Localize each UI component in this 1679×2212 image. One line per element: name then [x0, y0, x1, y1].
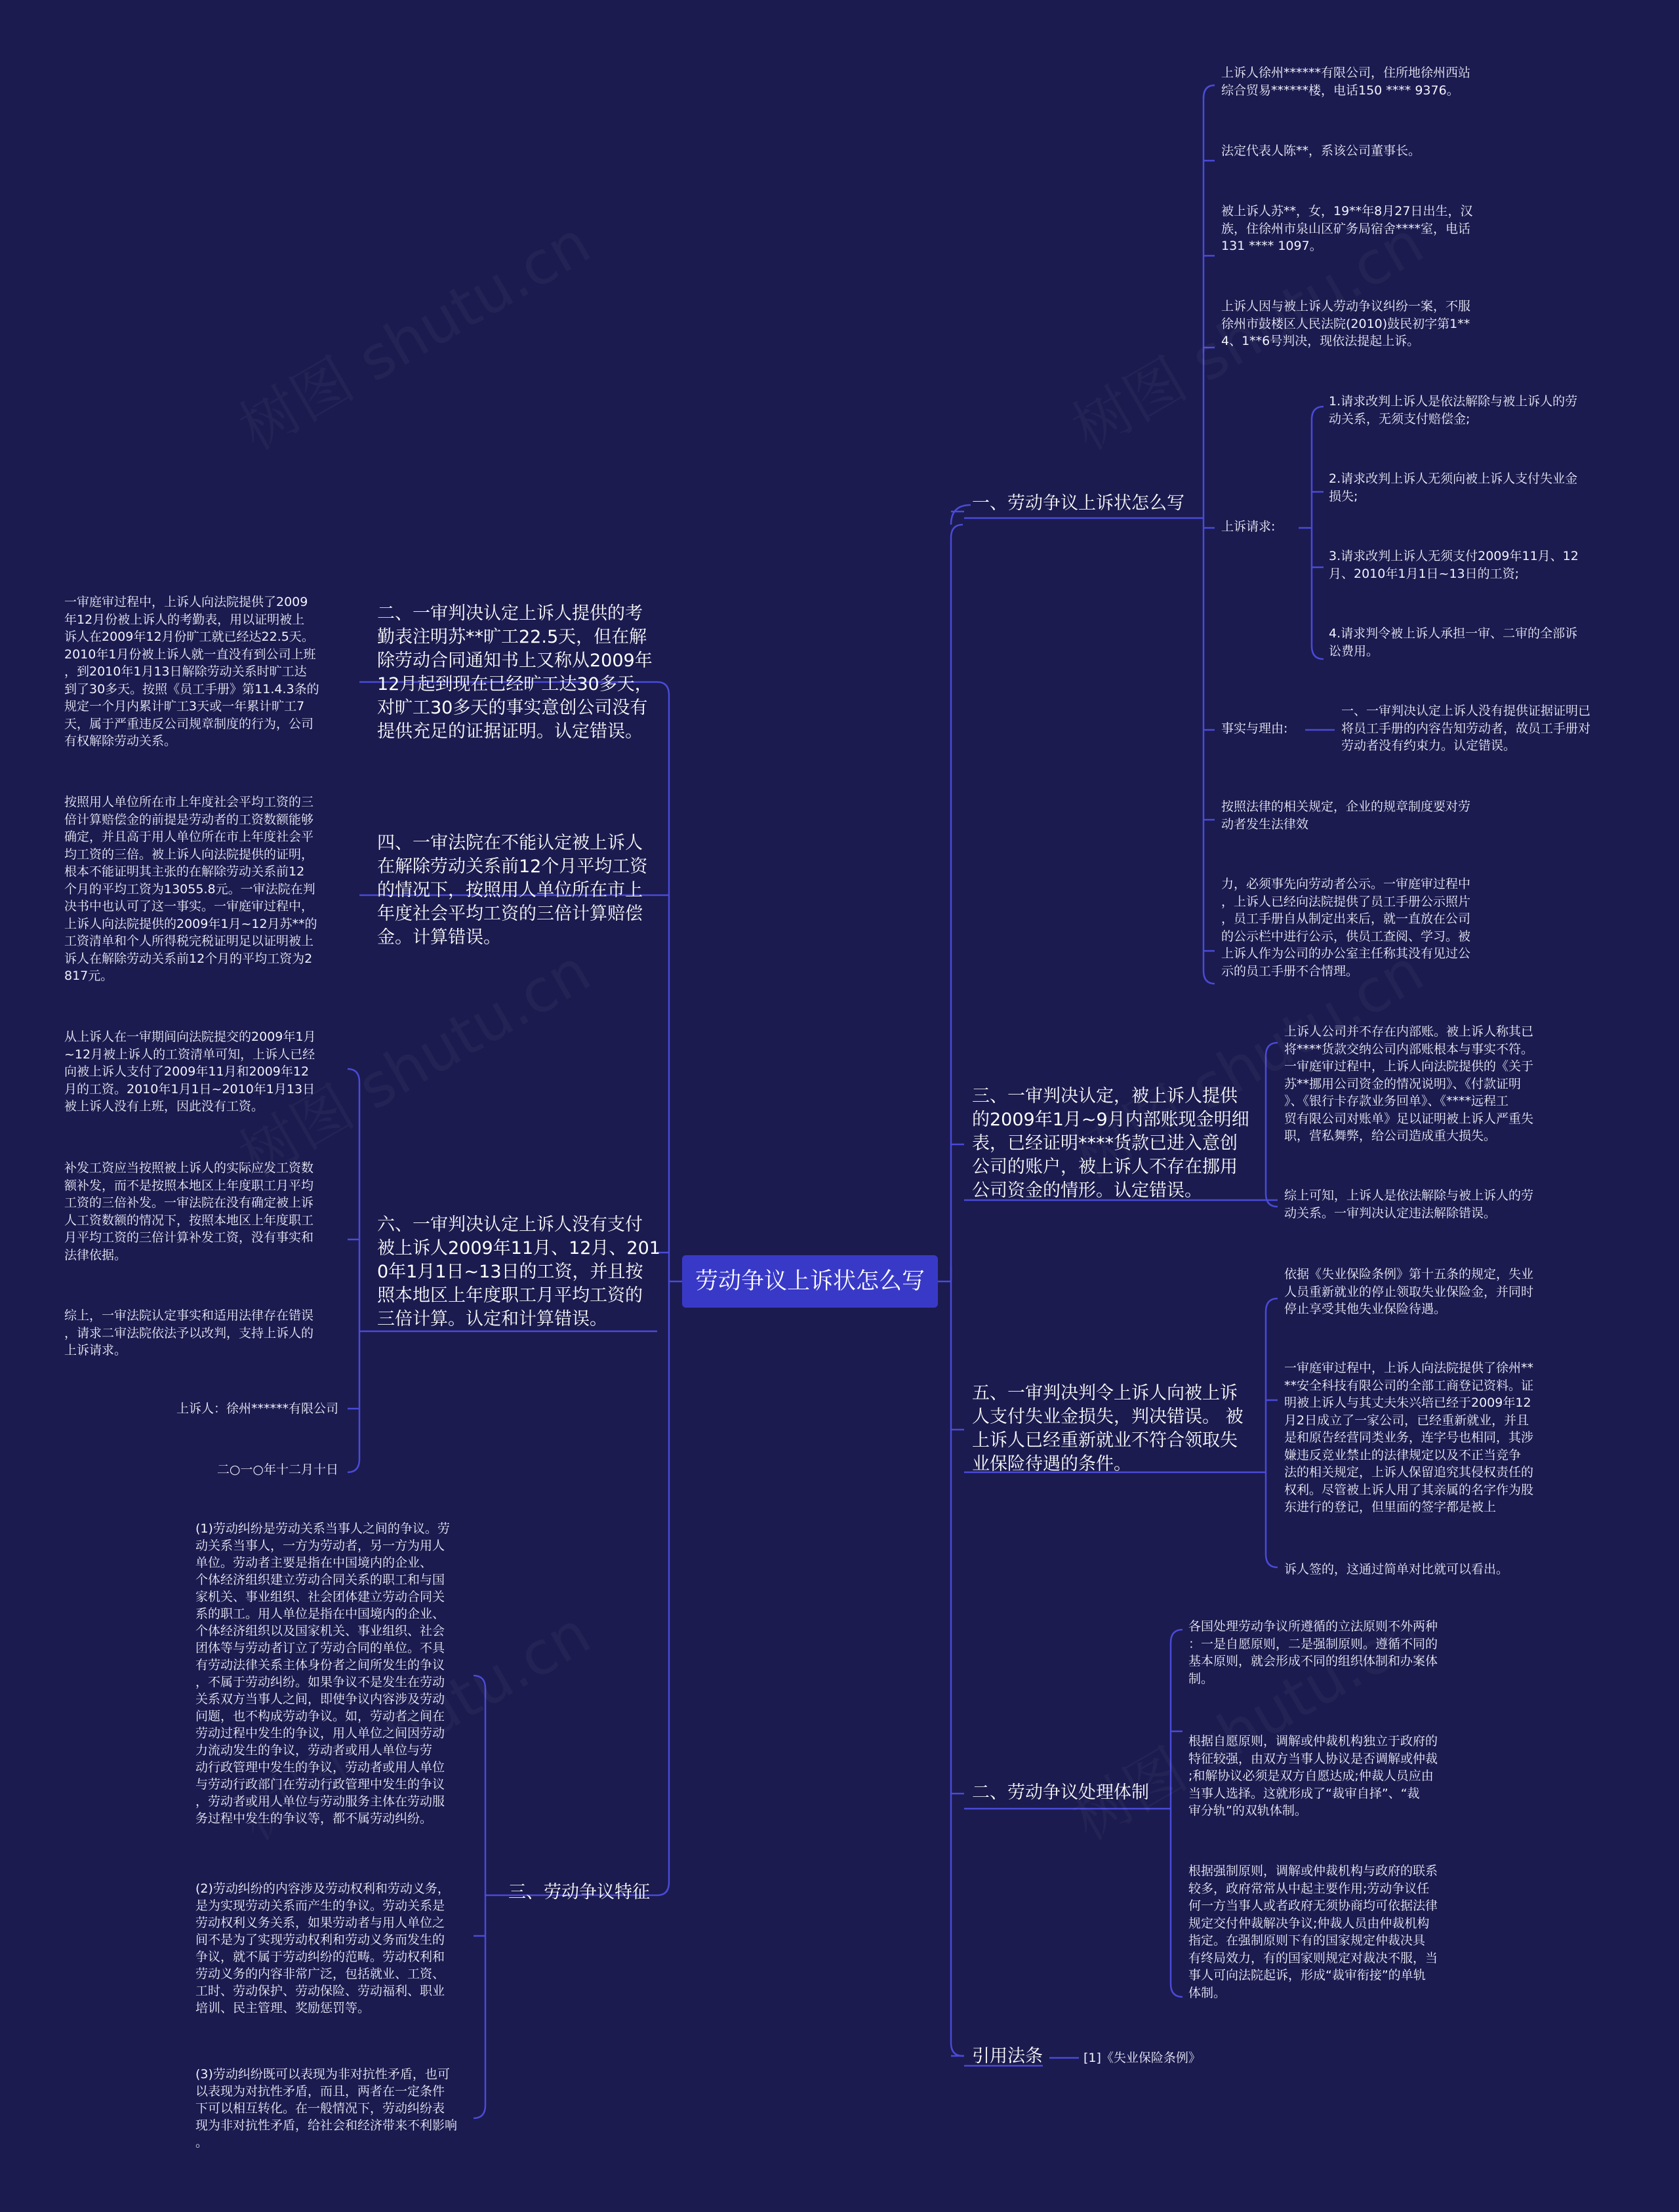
- leaf-handling-2: 根据自愿原则，调解或仲裁机构独立于政府的 特征较强，由双方当事人协议是否调解或仲裁 ;和解协议必须是双方自愿达成;仲裁人员应由 当事人选择。这就形成了“裁审自择”、“裁 审分轨”的双轨体制。: [1188, 1734, 1438, 1818]
- leaf-point5-3: 诉人签的，这通过简单对比就可以看出。: [1284, 1562, 1509, 1577]
- leaf-point3-1: 上诉人公司并不存在内部账。被上诉人称其已 将****货款交纳公司内部账根本与事实不符。 一审庭审过程中，上诉人向法院提供的《关于 苏**挪用公司资金的情况说明》、《付款证明 》、《银行卡存款业务回单》、《****远程工 贸有限公司对账单》足以证明被上诉人严重失 职，营私舞弊，给公司造成重大损失。: [1284, 1024, 1534, 1143]
- branch-cited-law[interactable]: 引用法条: [972, 2046, 1043, 2066]
- branch-point-2[interactable]: 二、一审判决认定上诉人提供的考 勤表注明苏**旷工22.5天，但在解 除劳动合同通知书上又称从2009年 12月起到现在已经旷工达30多天， 对旷工30多天的事实意创公司没有 提供充足的证据证明。认定错误。: [377, 603, 653, 742]
- leaf-legal-rep: 法定代表人陈**，系该公司董事长。: [1221, 144, 1421, 158]
- leaf-case-intro: 上诉人因与被上诉人劳动争议纠纷一案，不服 徐州市鼓楼区人民法院(2010)鼓民初字第1** 4、1**6号判决，现依法提起上诉。: [1221, 299, 1471, 348]
- leaf-feature-2: (2)劳动纠纷的内容涉及劳动权利和劳动义务， 是为实现劳动关系而产生的争议。劳动关系是 劳动权利义务关系，如果劳动者与用人单位之 间不是为了实现劳动权利和劳动义务而发生的 争议，就不属于劳动纠纷的范畴。劳动权利和 劳动义务的内容非常广泛，包括就业、工资、 工时、劳动保护、劳动保险、劳动福利、职业 培训、民主管理、奖励惩罚等。: [195, 1881, 450, 2015]
- leaf-handling-1: 各国处理劳动争议所遵循的立法原则不外两种 ：一是自愿原则，二是强制原则。遵循不同的 基本原则，就会形成不同的组织体制和办案体 制。: [1188, 1619, 1438, 1686]
- leaf-appellant: 上诉人徐州******有限公司，住所地徐州西站 综合贸易******楼，电话150 **** 9376。: [1221, 66, 1471, 98]
- leaf-facts-1: 一、一审判决认定上诉人没有提供证据证明已 将员工手册的内容告知劳动者，故员工手册对 劳动者没有约束力。认定错误。: [1341, 704, 1591, 753]
- leaf-point3-2: 综上可知，上诉人是依法解除与被上诉人的劳 动关系。一审判决认定违法解除错误。: [1284, 1188, 1534, 1220]
- leaf-feature-3: (3)劳动纠纷既可以表现为非对抗性矛盾，也可 以表现为对抗性矛盾，而且，两者在一定条件 下可以相互转化。在一般情况下，劳动纠纷表 现为非对抗性矛盾，给社会和经济带来不利影响 。: [195, 2067, 458, 2150]
- leaf-date: 二○一○年十二月十日: [216, 1462, 338, 1477]
- leaf-request-4: 4.请求判令被上诉人承担一审、二审的全部诉 讼费用。: [1329, 626, 1578, 658]
- branch-handling-system[interactable]: 二、劳动争议处理体制: [972, 1782, 1149, 1803]
- branch-dispute-features[interactable]: 三、劳动争议特征: [508, 1882, 650, 1902]
- leaf-facts-label: 事实与理由:: [1221, 721, 1288, 736]
- leaf-point5-2: 一审庭审过程中，上诉人向法院提供了徐州** **安全科技有限公司的全部工商登记资料。证 明被上诉人与其丈夫朱兴培已经于2009年12 月2日成立了一家公司，已经重新就业，并且 是和原告经营同类业务，连字号也相同，其涉 嫌违反竞业禁止的法律规定以及不正当竞争 法的相关规定，上诉人保留追究其侵权责任的 权利。尽管被上诉人用了其亲属的名字作为股 东进行的登记，但里面的签字都是被上: [1284, 1361, 1534, 1514]
- central-topic[interactable]: 劳动争议上诉状怎么写: [682, 1255, 938, 1308]
- branch-point-6[interactable]: 六、一审判决认定上诉人没有支付 被上诉人2009年11月、12月、201 0年1月1日~13日的工资，并且按 照本地区上年度职工月平均工资的 三倍计算。认定和计算错误。: [377, 1215, 660, 1329]
- branch-point-4[interactable]: 四、一审法院在不能认定被上诉人 在解除劳动关系前12个月平均工资 的情况下，按照用人单位所在市上 年度社会平均工资的三倍计算赔偿 金。计算错误。: [377, 833, 648, 948]
- leaf-regulation: 按照法律的相关规定，企业的规章制度要对劳 动者发生法律效: [1221, 799, 1471, 832]
- leaf-point4: 按照用人单位所在市上年度社会平均工资的三 倍计算赔偿金的前提是劳动者的工资数额能够 确定，并且高于用人单位所在市上年度社会平 均工资的三倍。被上诉人向法院提供的证明， 根本不能证明其主张的在解除劳动关系前12 个月的平均工资为13055.8元。一审法院在判 决书中也认可了这一事实。一审庭审过程中， 上诉人向法院提供的2009年1月~12月苏**的 工资清单和个人所得税完税证明足以证明被上 诉人在解除劳动关系前12个月的平均工资为2 817元。: [64, 795, 317, 983]
- leaf-requests-label: 上诉请求:: [1221, 519, 1276, 534]
- leaf-publicity: 力，必须事先向劳动者公示。一审庭审过程中 ，上诉人已经向法院提供了员工手册公示照片 ，员工手册自从制定出来后，就一直放在公司 的公示栏中进行公示，供员工查阅、学习。被 上诉人作为公司的办公室主任称其没有见过公 示的员工手册不合情理。: [1221, 877, 1471, 978]
- leaf-feature-1: (1)劳动纠纷是劳动关系当事人之间的争议。劳 动关系当事人，一方为劳动者，另一方为用人 单位。劳动者主要是指在中国境内的企业、 个体经济组织建立劳动合同关系的职工和与国 家机关、事业组织、社会团体建立劳动合同关 系的职工。用人单位是指在中国境内的企业、 个体经济组织以及国家机关、事业组织、社会 团体等与劳动者订立了劳动合同的单位。不具 有劳动法律关系主体身份者之间所发生的争议 ，不属于劳动纠纷。如果争议不是发生在劳动 关系双方当事人之间，即使争议内容涉及劳动 问题，也不构成劳动争议。如，劳动者之间在 劳动过程中发生的争议，用人单位之间因劳动 力流动发生的争议，劳动者或用人单位与劳 动行政管理中发生的争议，劳动者或用人单位 与劳动行政部门在劳动行政管理中发生的争议 ，劳动者或用人单位与劳动服务主体在劳动服 务过程中发生的争议等，都不属劳动纠纷。: [195, 1521, 450, 1826]
- branch-complaint-howto[interactable]: 一、劳动争议上诉状怎么写: [972, 493, 1184, 513]
- leaf-request-3: 3.请求改判上诉人无须支付2009年11月、12 月、2010年1月1日~13日的工资;: [1329, 549, 1579, 581]
- leaf-signature: 上诉人：徐州******有限公司: [176, 1401, 338, 1416]
- leaf-appellee: 被上诉人苏**，女，19**年8月27日出生，汉 族，住徐州市泉山区矿务局宿舍****室，电话 131 **** 1097。: [1221, 204, 1473, 253]
- leaf-request-1: 1.请求改判上诉人是依法解除与被上诉人的劳 动关系，无须支付赔偿金;: [1329, 394, 1578, 426]
- leaf-point2: 一审庭审过程中，上诉人向法院提供了2009 年12月份被上诉人的考勤表，用以证明被上 诉人在2009年12月份旷工就已经达22.5天。 2010年1月份被上诉人就一直没有到公司上班 ，到2010年1月13日解除劳动关系时旷工达 到了30多天。按照《员工手册》第11.4.3条的 规定一个月内累计旷工3天或一年累计旷工7 天，属于严重违反公司规章制度的行为，公司 有权解除劳动关系。: [64, 595, 319, 748]
- leaf-point6-2: 补发工资应当按照被上诉人的实际应发工资数 额补发，而不是按照本地区上年度职工月平均 工资的三倍补发。一审法院在没有确定被上诉 人工资数额的情况下，按照本地区上年度职工 月平均工资的三倍计算补发工资，没有事实和 法律依据。: [64, 1161, 314, 1262]
- leaf-point5-1: 依据《失业保险条例》第十五条的规定，失业 人员重新就业的停止领取失业保险金，并同时 停止享受其他失业保险待遇。: [1284, 1267, 1534, 1316]
- leaf-handling-3: 根据强制原则，调解或仲裁机构与政府的联系 较多，政府常常从中起主要作用;劳动争议任 何一方当事人或者政府无须协商均可依据法律 规定交付仲裁解决争议;仲裁人员由仲裁机构 指定。在强制原则下有的国家规定仲裁决具 有终局效力，有的国家则规定对裁决不服，当 事人可向法院起诉，形成“裁审衔接”的单轨 体制。: [1188, 1864, 1438, 2000]
- leaf-point6-1: 从上诉人在一审期间向法院提交的2009年1月 ~12月被上诉人的工资清单可知，上诉人已经 向被上诉人支付了2009年11月和2009年12 月的工资。2010年1月1日~2010年1月13日 被上诉人没有上班，因此没有工资。: [64, 1030, 316, 1114]
- leaf-conclusion: 综上，一审法院认定事实和适用法律存在错误 ，请求二审法院依法予以改判，支持上诉人的 上诉请求。: [64, 1308, 314, 1357]
- leaf-request-2: 2.请求改判上诉人无须向被上诉人支付失业金 损失;: [1329, 472, 1578, 504]
- branch-point-5[interactable]: 五、一审判决判令上诉人向被上诉 人支付失业金损失，判决错误。 被 上诉人已经重新就业不符合领取失 业保险待遇的条件。: [972, 1383, 1244, 1474]
- branch-point-3[interactable]: 三、一审判决认定，被上诉人提供 的2009年1月~9月内部账现金明细 表，已经证明****货款已进入意创 公司的账户，被上诉人不存在挪用 公司资金的情形。认定错误。: [972, 1086, 1249, 1201]
- leaf-cited-law[interactable]: [1]《失业保险条例》: [1083, 2051, 1201, 2065]
